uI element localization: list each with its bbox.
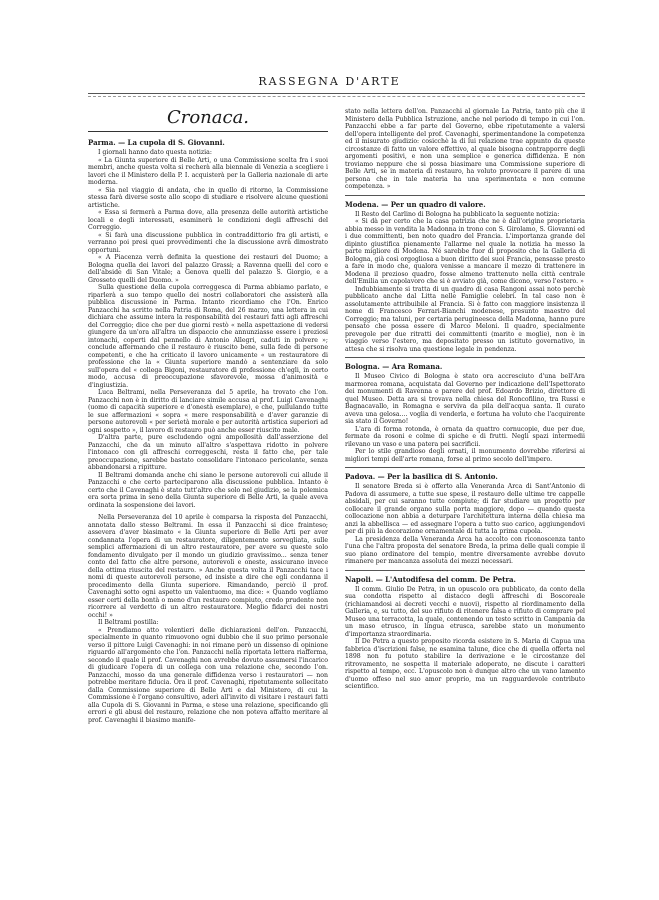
paragraph: « Sia nel viaggio di andata, che in quello di ritorno, la Commissione stessa farà diverse soste allo scopo di studiare e risolvere alcune questioni artistiche. [88, 186, 328, 209]
paragraph: « Si farà una discussione pubblica in contraddittorio fra gli artisti, e verranno poi presi quei provvedimenti che la discussione avrà dimostrato opportuni. [88, 231, 328, 254]
paragraph: « Si dà per certo che la casa patrizia che ne è dall'origine proprietaria abbia messo in vendita la Madonna in trono con S. Girolamo, S. Giovanni ed i due committenti, ben noto quadro del Francia. L'importanza grande del dipinto giustifica pienamente l'allarme nel quale la notizia ha messo la parte migliore di Modena. Né sarebbe fuor di proposito che la Galleria di Bologna, già così orgogliosa a buon diritto dei suoi Francia, pensasse presto a fare in modo che, qualora venisse a mancare il mezzo di trattenere in Modena il prezioso quadro, fosse almeno trattenuto nella città centrale dell'Emilia un capolavoro che si è avviato già, come dicono, verso l'estero. » [345, 218, 585, 285]
section-divider [345, 467, 585, 468]
modena-heading: Modena. — Per un quadro di valore. [345, 199, 486, 209]
paragraph: Il senatore Breda si è offerto alla Veneranda Arca di Sant'Antonio di Padova di assumere, a tutte sue spese, il restauro delle ultime tre cappelle absidali, per cui saranno tutte compiute; di far studiare un progetto per collocare il grande organo sulla porta maggiore, dopo — quando questa collocazione non abbia a deturpare l'architettura interna della chiesa ma anzi la abbellisca — ed assegnare l'opera a tutto suo carico, aggiungendovi per di più la decorazione ornamentale di tutta la prima cupola. [345, 483, 585, 535]
header-rule [88, 93, 585, 94]
bologna-heading: Bologna. — Ara Romana. [345, 362, 443, 371]
paragraph: Il comm. Giulio De Petra, in un opuscolo ora pubblicato, da conto della sua condotta rispetto al distacco degli affreschi di Boscoreale (richiamandosi ai decreti vecchi e nuovi), rispetto al riordinamento della Galleria, e, su tutto, del suo rifiuto di ritenere falsa e rifiuto di comprare pel Museo una terracotta, la quale, contenendo un testo scritto in Campania da un maso etrusco, in lingua etrusca, sarebbe stato un monumento d'importanza straordinaria. [345, 585, 585, 638]
paragraph: La presidenza della Veneranda Arca ha accolto con riconoscenza tanto l'una che l'altra proposta del senatore Breda, la prima delle quali compie il suo piano ordinatore del tempio, mentre diversamente avrebbe dovuto rimanere per mancanza assoluta dei mezzi necessari. [345, 535, 585, 565]
paragraph: Sulla questione della cupola correggesca di Parma abbiamo parlato, e riparlerà a suo tempo quello dei nostri collaboratori che assisterà alla pubblica discussione in Parma. Intanto ricordiamo che l'On. Enrico Panzacchi ha scritto nella Patria di Roma, del 26 marzo, una lettera in cui dichiara che assume intera la responsabilità dei restauri fatti agli affreschi del Correggio; dice che per due giorni restò « nella aspettazione di vedersi giungere da un'ora all'altra un dispaccio che annunziasse essere i preziosi intonachi, coperti dal pennello di Antonio Allegri, caduti in polvere »; conclude affermando che il restauro è riuscito bene, sulla fede di persone competenti, e che ha criticato il lavoro unicamente « un restauratore di professione che la « Giunta superiore mandò a sentenziare da solo sull'opera del « collega Bigoni, restauratore di professione ch'egli, in certo modo, accusa di preoccupazione sfavorevole, mossa d'animosità e d'ingiustizia. [88, 284, 328, 389]
paragraph: Il Beltrami postilla: [98, 619, 159, 626]
paragraph: « La Giunta superiore di Belle Arti, o una Commissione scelta fra i suoi membri, anche questa volta si recherà alla biennale di Venezia a scegliere i lavori che il Ministero della P. I. acquisterà per la Galleria nazionale di arte moderna. [88, 156, 328, 186]
paragraph: Indubbiamente si tratta di un quadro di casa Rangoni assai noto perchè pubblicato anche dal Litta nelle Famiglie celebri. In tal caso non è assolutamente attribuibile al Francia. Si è fatto con maggiore insistenza il nome di Francesco Ferrari-Bianchi modenese, presunto maestro del Correggio; ma taluni, per certaria perugineesca della Madonna, hanno pure pensato che possa essere di Marco Meloni. Il quadro, specialmente prevegole per due ritratti dei committenti (marito e moglie), non è in viaggio verso l'estero, ma depositato presso un istituto governativo, in attesa che si risolva una questione legale in pendenza. [345, 285, 585, 353]
paragraph: Il De Petra a questo proposito ricorda esistere in S. Maria di Capua una fabbrica d'iscrizioni false, ne esamina talune, dice che di quella offerta nel 1898 non fu potuto stabilire la derivazione e le circostanze del ritrovamento, ne sospetta il materiale adoperato, ne discute i caratteri rispetto al tempo, ecc. L'opuscolo non è dunque altro che un vano lamento d'uomo offeso nel suo amor proprio, ma un ragguardevole contributo scientifico. [345, 638, 585, 690]
napoli-heading: Napoli. — L'Autodifesa del comm. De Petra. [345, 574, 516, 584]
section-divider [345, 357, 585, 358]
left-column [88, 108, 328, 724]
header-rule-dashed [88, 96, 585, 97]
parma-heading: Parma. — La cupola di S. Giovanni. [88, 138, 225, 147]
paragraph: Nella Perseveranza del 10 aprile è comparsa la risposta del Panzacchi, annotata dallo stesso Beltrami. In essa il Panzacchi si dice frainteso; assevera d'aver biasimato « la Giunta superiore di Belle Arti per aver condannata l'opera di un restauratore, diligentemente sorvegliata, sulle semplici affermazioni di un altro restauratore, per avere su queste solo fondamento divulgato per il mondo un giudizio gravissimo... senza tener conto del fatto che altre persone, autorevoli e oneste, assicurano invece della ottima riuscita del restauro. » Anche questa volta il Panzacchi tace i nomi di queste autorevoli persone, ed insiste a dire che egli condanna il procedimento della Giunta superiore. Rimandando, perciò il prof. Cavenaghi sotto ogni aspetto un valentuomo, ma dice: « Quando vogliamo esser certi della bontà o meno d'un restauro compiuto, credo prudente non ricorrere al verdetto di un altro restauratore. Meglio fidarci dei nostri occhi! » [88, 514, 328, 619]
title-rule [88, 131, 328, 132]
running-head: RASSEGNA D'ARTE [258, 75, 401, 88]
paragraph: stato nella lettera dell'on. Panzacchi al giornale La Patria, tanto più che il Ministero della Pubblica Istruzione, anche nel periodo di tempo in cui l'on. Panzacchi ebbe a far parte del Governo, ebbe ripetutamente a valersi dell'opera intelligente del prof. Cavenaghi, sperimentandone la competenza ed il misurato giudizio: cosicchè la di lui relazione trae appunto da queste circostanze di fatto un valore effettivo, al quale bisogna contrapporre degli argomenti positivi, e non una semplice e generica diffidenza. E non troviamo neppure che si possa biasimare una Commissione superiore di Belle Arti, se in materia di restauro, ha voluto provocare il parere di una persona che in tale materia ha una sperimentata e non comune competenza. » [345, 108, 585, 190]
paragraph: Il Museo Civico di Bologna è stato ora accresciuto d'una bell'Ara marmorea romana, acquistata dal Governo per indicazione dell'Ispettorato dei monumenti di Ravenna e parere del prof. Edoardo Brizio, direttore di quel Museo. Detta ara si trovava nella chiesa del Roncofilino, tra Russi e Bagnacavallo, in Romagna e serviva da pila dell'acqua santa. Il curato aveva una gelosa.... voglia di venderla, e fortuna ha voluto che l'acquirente sia stato il Governo! [345, 373, 585, 425]
section-divider [345, 570, 585, 571]
padova-heading: Padova. — Per la basilica di S. Antonio. [345, 472, 498, 481]
paragraph: I giornali hanno dato questa notizia: [98, 149, 212, 156]
paragraph: Luca Beltrami, nella Perseveranza del 5 aprile, ha trovato che l'on. Panzacchi non è in diritto di lanciare simile accusa al prof. Luigi Cavenaghi (uomo di capacità superiore e d'onestà esemplare), e che, pullulando tutte le sue affermazioni « sopra « mere responsabilità e d'aver garanzie di persone autorevoli « per serietà morale e per autorità artistica superiori ad ogni sospetto », il lavoro di restauro può anche esser riuscito male. [88, 389, 328, 434]
paragraph: Il Beltrami domanda anche chi siano le persone autorevoli cui allude il Panzacchi e che certo parteciparono alla discussione pubblica. Intanto è certo che il Cavenaghi è stato tutt'altro che solo nel giudizio, se la polemica era sorta prima in seno della Giunta superiore di Belle Arti, la quale aveva ordinata la sospensione dei lavori. [88, 471, 328, 509]
paragraph: « A Piacenza verrà definita la questione dei restauri del Duomo; a Bologna quella dei lavori del palazzo Grassi; a Ravenna quelli del coro e dell'abside di San Vitale; a Genova quelli del palazzo S. Giorgio, e a Grosseto quelli del Duomo. » [88, 254, 328, 284]
paragraph: L'ara di forma rotonda, è ornata da quattro cornucopie, due per due, fermate da rosoni e colme di spiche e di frutti. Negli spazi intermedii rilevano un vaso e una patera pei sacrificii. [345, 425, 585, 448]
section-title: Cronaca. [166, 107, 250, 128]
paragraph: « Essa si fermerà a Parma dove, alla presenza delle autorità artistiche locali e degli interessati, esaminerà le condizioni degli affreschi del Correggio. [88, 209, 328, 231]
paragraph: D'altra parte, pure escludendo ogni ampollosità dall'asserzione del Panzacchi, che da un minuto all'altro s'aspettava ridotto in polvere l'intonaco con gli affreschi correggeschi, resta il fatto che, per tale preoccupazione, sarebbe bastato consolidare l'intonaco pericolante, senza abbandonarsi a ripitture. [88, 434, 328, 471]
paragraph: Il Resto del Carlino di Bologna ha pubblicato la seguente notizia: [355, 210, 560, 218]
right-column [345, 108, 585, 691]
section-divider [345, 195, 585, 196]
paragraph: « Prendiamo atto volentieri delle dichiarazioni dell'on. Panzacchi, specialmente in quanto rimuovono ogni dubbio che il suo primo personale verso il pittore Luigi Cavenaghi: in noi rimane però un dissenso di opinione riguardo all'argomento che l'on. Panzacchi nella riportata lettera riafferma, secondo il quale il prof. Cavenaghi non avrebbe dovuto assumersi l'incarico di giudicare l'opera di un collega con una relazione che, secondo l'on. Panzacchi, mosso da una generale diffidenza verso i restauratori — non potrebbe meritare fiducia. Ora il prof. Cavenaghi, ripetutamente sollecitato dalla Commissione superiore di Belle Arti e dal Ministero, di cui la Commissione è l'organo consultivo, aderì all'invito di visitare i restauri fatti alla Cupola di S. Giovanni in Parma, e stese una relazione, specificando gli errori e gli abusi del restauro, relazione che non poteva affatto meritare al prof. Cavenaghi il biasimo manife- [88, 626, 328, 724]
paragraph: Per lo stile grandioso degli ornati, il monumento dovrebbe riferirsi ai migliori tempi dell'arte romana, forse al primo secolo dell'impero. [345, 448, 585, 463]
